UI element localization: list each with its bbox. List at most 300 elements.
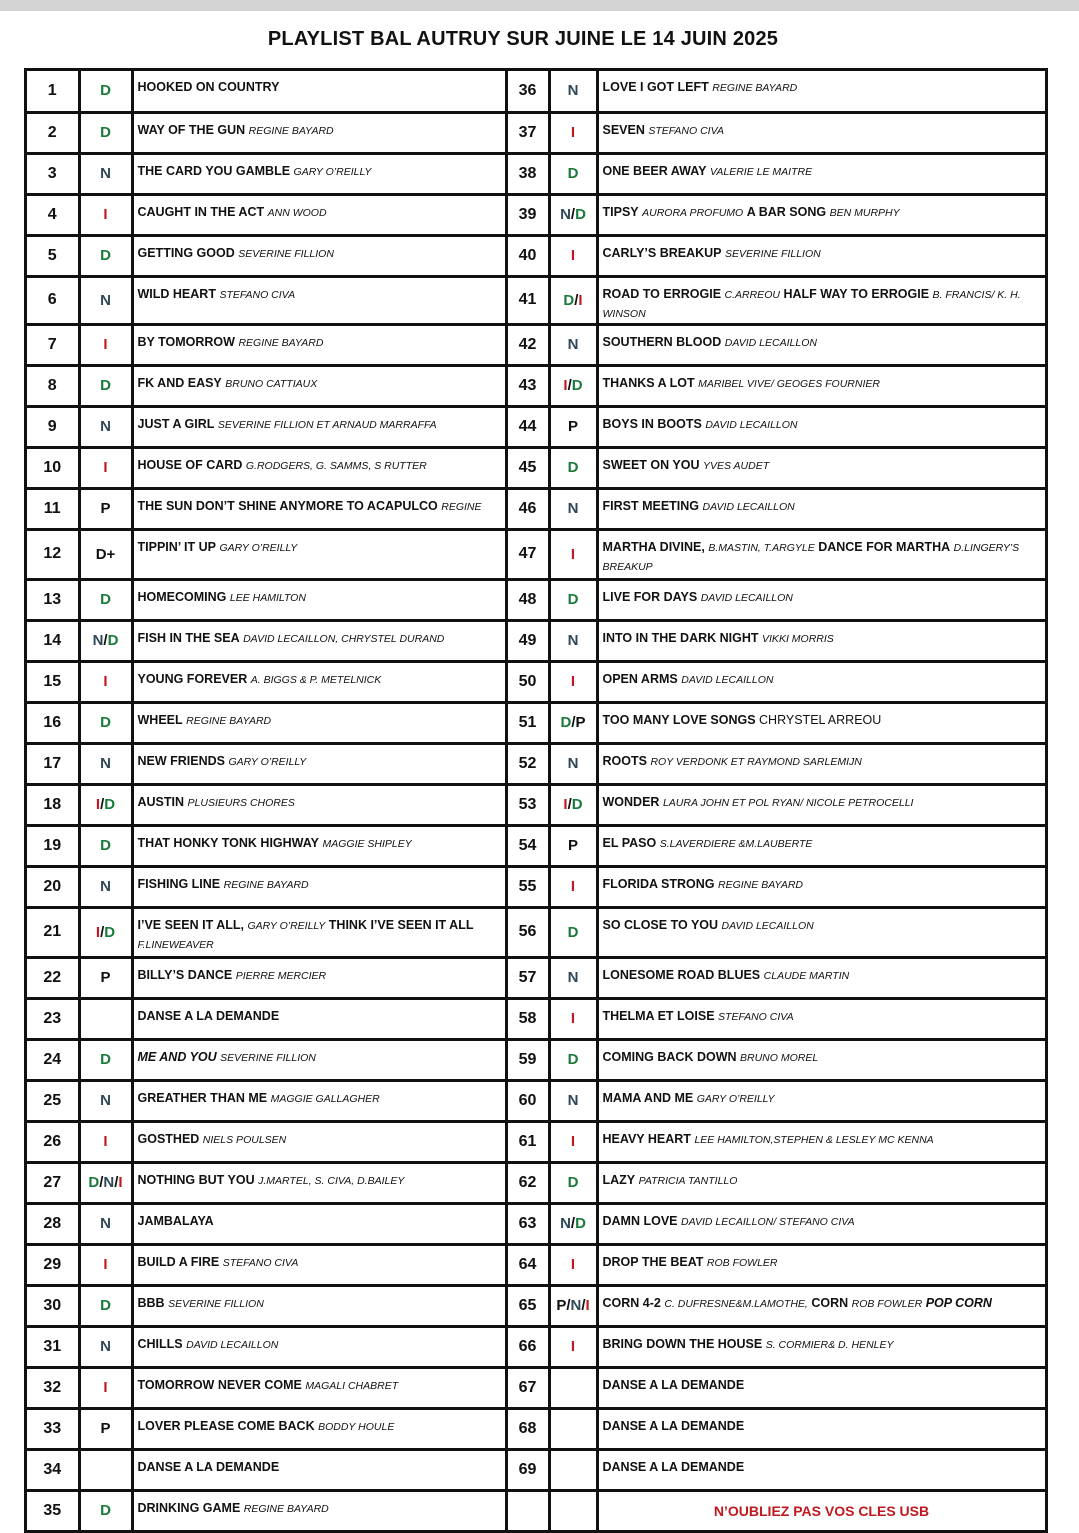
- song-cell: [132, 661, 506, 702]
- level-badge: [79, 1449, 132, 1490]
- song-author: DAVID LECAILLON: [705, 418, 798, 431]
- song-cell: [597, 112, 1046, 153]
- song-title: GREATHER THAN ME: [137, 1090, 268, 1105]
- song-cell: [132, 1244, 506, 1285]
- song-title: THAT HONKY TONK HIGHWAY: [137, 835, 319, 850]
- level-badge: N: [549, 488, 597, 529]
- level-badge: N/D: [79, 620, 132, 661]
- row-number: 5: [27, 235, 79, 276]
- song-author: DAVID LECAILLON, CHRYSTEL DURAND: [243, 632, 445, 645]
- song-author: GARY O’REILLY: [219, 541, 298, 554]
- table-row: [27, 998, 1046, 1039]
- song-cell: [132, 1080, 506, 1121]
- row-number: 41: [506, 276, 549, 324]
- table-row: [27, 324, 1046, 365]
- song-author: BRUNO MOREL: [740, 1051, 819, 1064]
- song-cell: [132, 866, 506, 907]
- level-badge: D: [79, 235, 132, 276]
- song-author: BRUNO CATTIAUX: [225, 377, 318, 390]
- level-badge: D: [79, 825, 132, 866]
- song-author: YVES AUDET: [703, 459, 770, 472]
- song-cell: [132, 194, 506, 235]
- table-row: [27, 1285, 1046, 1326]
- song-cell: [597, 620, 1046, 661]
- song-title: GETTING GOOD: [137, 245, 235, 260]
- song-title: THE CARD YOU GAMBLE: [137, 163, 291, 178]
- song-cell: [597, 1080, 1046, 1121]
- song-author: J.MARTEL, S. CIVA, D.BAILEY: [258, 1174, 405, 1187]
- table-row: [27, 907, 1046, 957]
- level-badge: P: [79, 957, 132, 998]
- song-cell: [132, 957, 506, 998]
- song-author: REGINE BAYARD: [238, 336, 324, 349]
- song-cell: [132, 447, 506, 488]
- top-bar: [0, 0, 1079, 11]
- table-row: [27, 276, 1046, 324]
- level-badge: N: [79, 1203, 132, 1244]
- song-author: GARY O’REILLY: [228, 755, 307, 768]
- song-title: ROOTS: [602, 753, 647, 768]
- song-title: FISHING LINE: [137, 876, 221, 891]
- song-title: DANSE A LA DEMANDE: [602, 1377, 745, 1392]
- song-title: BILLY’S DANCE: [137, 967, 233, 982]
- song-author: CLAUDE MARTIN: [763, 969, 850, 982]
- song-cell: [132, 998, 506, 1039]
- song-author: DAVID LECAILLON: [721, 919, 814, 932]
- song-cell: [132, 825, 506, 866]
- level-badge: I: [79, 1121, 132, 1162]
- song-cell: [132, 1203, 506, 1244]
- song-title: DANSE A LA DEMANDE: [602, 1459, 745, 1474]
- level-badge: N: [79, 1326, 132, 1367]
- song-title: ME AND YOU: [137, 1049, 217, 1064]
- table-row: [27, 71, 1046, 112]
- table-row: [27, 579, 1046, 620]
- song-author: SEVERINE FILLION: [220, 1051, 316, 1064]
- song-author: STEFANO CIVA: [219, 288, 296, 301]
- playlist-table: [24, 68, 1048, 1533]
- song-author: MAGGIE GALLAGHER: [270, 1092, 380, 1105]
- song-title: DAMN LOVE: [602, 1213, 678, 1228]
- row-number: 1: [27, 71, 79, 112]
- row-number: 9: [27, 406, 79, 447]
- song-title: WHEEL: [137, 712, 183, 727]
- table-row: [27, 1326, 1046, 1367]
- song-author: G.RODGERS, G. SAMMS, S RUTTER: [245, 459, 427, 472]
- level-badge: I: [549, 1326, 597, 1367]
- song-cell: [132, 1408, 506, 1449]
- level-badge: N: [549, 620, 597, 661]
- row-number: 38: [506, 153, 549, 194]
- level-badge: N: [549, 1080, 597, 1121]
- row-number: 54: [506, 825, 549, 866]
- level-badge: D: [79, 365, 132, 406]
- song-author: LEE HAMILTON,STEPHEN & LESLEY MC KENNA: [694, 1133, 934, 1146]
- song-title: ROAD TO ERROGIE: [602, 286, 722, 301]
- row-number: 15: [27, 661, 79, 702]
- table-row: [27, 235, 1046, 276]
- song-title-2: A BAR SONG: [746, 204, 827, 219]
- level-badge: N: [549, 743, 597, 784]
- song-author: S.LAVERDIERE &M.LAUBERTE: [659, 837, 813, 850]
- level-badge: I: [549, 661, 597, 702]
- song-author: SEVERINE FILLION ET ARNAUD MARRAFFA: [217, 418, 437, 431]
- row-number: 7: [27, 324, 79, 365]
- song-cell: [132, 579, 506, 620]
- song-title: THELMA ET LOISE: [602, 1008, 715, 1023]
- table-row: [27, 620, 1046, 661]
- level-badge: N: [79, 406, 132, 447]
- level-badge: N: [549, 957, 597, 998]
- row-number: 31: [27, 1326, 79, 1367]
- row-number: 47: [506, 529, 549, 579]
- song-title: TOO MANY LOVE SONGS: [602, 712, 756, 727]
- song-title: SO CLOSE TO YOU: [602, 917, 719, 932]
- song-author: NIELS POULSEN: [202, 1133, 287, 1146]
- level-badge: [549, 1449, 597, 1490]
- song-title: BOYS IN BOOTS: [602, 416, 702, 431]
- row-number: 69: [506, 1449, 549, 1490]
- song-cell: [597, 365, 1046, 406]
- row-number: 52: [506, 743, 549, 784]
- song-author: VIKKI MORRIS: [762, 632, 834, 645]
- song-author: ANN WOOD: [267, 206, 327, 219]
- song-author: STEFANO CIVA: [718, 1010, 794, 1023]
- song-title: CORN 4-2: [602, 1295, 661, 1310]
- row-number: 57: [506, 957, 549, 998]
- song-title-2: DANCE FOR MARTHA: [818, 539, 951, 554]
- song-title: WAY OF THE GUN: [137, 122, 246, 137]
- footer-note: N’OUBLIEZ PAS VOS CLES USB: [597, 1490, 1046, 1531]
- table-row: [27, 1244, 1046, 1285]
- song-author: AURORA PROFUMO: [642, 206, 744, 219]
- song-author-2: F.LINEWEAVER: [137, 938, 214, 951]
- song-cell: [597, 447, 1046, 488]
- song-author: MAGALI CHABRET: [305, 1379, 399, 1392]
- row-number: 35: [27, 1490, 79, 1531]
- level-badge: I: [549, 112, 597, 153]
- song-title: HEAVY HEART: [602, 1131, 691, 1146]
- song-title: TIPPIN’ IT UP: [137, 539, 216, 554]
- song-cell: [597, 784, 1046, 825]
- row-number: 27: [27, 1162, 79, 1203]
- table-row: [27, 1449, 1046, 1490]
- song-cell: [132, 702, 506, 743]
- song-title: I’VE SEEN IT ALL,: [137, 917, 244, 932]
- song-title: CARLY’S BREAKUP: [602, 245, 722, 260]
- song-cell: [132, 235, 506, 276]
- song-title: ONE BEER AWAY: [602, 163, 707, 178]
- song-cell: [132, 784, 506, 825]
- level-badge: D: [79, 1490, 132, 1531]
- song-cell: [597, 998, 1046, 1039]
- song-cell: [132, 620, 506, 661]
- level-badge: D: [79, 1039, 132, 1080]
- level-badge: I: [549, 998, 597, 1039]
- song-title: DANSE A LA DEMANDE: [602, 1418, 745, 1433]
- song-cell: [597, 529, 1046, 579]
- level-badge: D: [549, 447, 597, 488]
- song-title: DANSE A LA DEMANDE: [137, 1459, 280, 1474]
- song-title: SEVEN: [602, 122, 645, 137]
- row-number: 55: [506, 866, 549, 907]
- level-badge: I/D: [79, 907, 132, 957]
- song-author: ROY VERDONK ET RAYMOND SARLEMIJN: [650, 755, 862, 768]
- song-author: LEE HAMILTON: [229, 591, 306, 604]
- table-row: [27, 957, 1046, 998]
- song-author-2: ROB FOWLER: [851, 1297, 923, 1310]
- level-badge: I: [79, 661, 132, 702]
- level-badge: I: [549, 529, 597, 579]
- song-title: INTO IN THE DARK NIGHT: [602, 630, 759, 645]
- song-author: REGINE BAYARD: [243, 1502, 329, 1515]
- level-badge: N: [79, 276, 132, 324]
- song-title: AUSTIN: [137, 794, 185, 809]
- song-author: DAVID LECAILLON: [724, 336, 817, 349]
- table-row: [27, 784, 1046, 825]
- row-number: 43: [506, 365, 549, 406]
- song-cell: [132, 1490, 506, 1531]
- song-title: DROP THE BEAT: [602, 1254, 704, 1269]
- song-cell: [597, 488, 1046, 529]
- level-badge: P/N/I: [549, 1285, 597, 1326]
- row-number: 64: [506, 1244, 549, 1285]
- song-title: COMING BACK DOWN: [602, 1049, 737, 1064]
- row-number: 68: [506, 1408, 549, 1449]
- song-title: NOTHING BUT YOU: [137, 1172, 255, 1187]
- song-author: SEVERINE FILLION: [725, 247, 821, 260]
- table-row: [27, 1408, 1046, 1449]
- song-author: PIERRE MERCIER: [235, 969, 327, 982]
- level-badge: I: [549, 235, 597, 276]
- song-cell: [597, 579, 1046, 620]
- row-number: 44: [506, 406, 549, 447]
- song-title: LOVE I GOT LEFT: [602, 80, 709, 94]
- song-title: HOUSE OF CARD: [137, 457, 243, 472]
- song-author: C.ARREOU: [724, 288, 780, 301]
- row-number: 4: [27, 194, 79, 235]
- song-title-2: HALF WAY TO ERROGIE: [783, 286, 930, 301]
- row-number: 2: [27, 112, 79, 153]
- row-number: 45: [506, 447, 549, 488]
- row-number: 23: [27, 998, 79, 1039]
- song-author: REGINE BAYARD: [186, 714, 272, 727]
- song-title: CHILLS: [137, 1336, 183, 1351]
- table-row: [27, 1080, 1046, 1121]
- row-number: 18: [27, 784, 79, 825]
- table-row: [27, 406, 1046, 447]
- level-badge: P: [79, 488, 132, 529]
- row-number: 36: [506, 71, 549, 112]
- song-author: BODDY HOULE: [318, 1420, 395, 1433]
- song-cell: [597, 702, 1046, 743]
- row-number: 51: [506, 702, 549, 743]
- row-number: 66: [506, 1326, 549, 1367]
- table-row: [27, 1490, 1046, 1531]
- song-title: TOMORROW NEVER COME: [137, 1377, 302, 1392]
- song-cell: [597, 1367, 1046, 1408]
- song-author: REGINE: [441, 500, 482, 513]
- empty-cell: [549, 1490, 597, 1531]
- level-badge: D: [549, 579, 597, 620]
- song-title: OPEN ARMS: [602, 671, 678, 686]
- row-number: 20: [27, 866, 79, 907]
- level-badge: N: [549, 71, 597, 112]
- song-cell: [597, 743, 1046, 784]
- song-title: EL PASO: [602, 835, 657, 850]
- row-number: 21: [27, 907, 79, 957]
- level-badge: I/D: [549, 365, 597, 406]
- row-number: 49: [506, 620, 549, 661]
- song-cell: [597, 825, 1046, 866]
- level-badge: I: [549, 1244, 597, 1285]
- row-number: 16: [27, 702, 79, 743]
- song-title: SOUTHERN BLOOD: [602, 334, 722, 349]
- level-badge: D: [79, 71, 132, 112]
- song-cell: [597, 235, 1046, 276]
- song-title: JAMBALAYA: [137, 1213, 214, 1228]
- table-row: [27, 743, 1046, 784]
- table-row: [27, 365, 1046, 406]
- row-number: 67: [506, 1367, 549, 1408]
- song-title-3: POP CORN: [925, 1295, 992, 1310]
- row-number: 63: [506, 1203, 549, 1244]
- table-row: [27, 702, 1046, 743]
- level-badge: I: [79, 1244, 132, 1285]
- song-cell: [132, 907, 506, 957]
- level-badge: [549, 1367, 597, 1408]
- table-row: [27, 661, 1046, 702]
- song-author-2: D.LINGERY’S BREAKUP: [602, 541, 1020, 573]
- row-number: 29: [27, 1244, 79, 1285]
- level-badge: D: [549, 1162, 597, 1203]
- row-number: 30: [27, 1285, 79, 1326]
- song-author: ROB FOWLER: [706, 1256, 778, 1269]
- song-cell: [132, 1039, 506, 1080]
- level-badge: D: [79, 112, 132, 153]
- song-cell: [597, 1449, 1046, 1490]
- level-badge: I: [549, 1121, 597, 1162]
- song-cell: [597, 866, 1046, 907]
- table-row: [27, 1162, 1046, 1203]
- song-cell: [597, 1203, 1046, 1244]
- table-row: [27, 1203, 1046, 1244]
- level-badge: N/D: [549, 1203, 597, 1244]
- song-author: DAVID LECAILLON: [702, 500, 795, 513]
- level-badge: [79, 998, 132, 1039]
- song-title: FIRST MEETING: [602, 498, 700, 513]
- song-cell: [597, 661, 1046, 702]
- song-author: STEFANO CIVA: [648, 124, 725, 137]
- song-author: MARIBEL VIVE/ GEOGES FOURNIER: [698, 377, 880, 390]
- row-number: 58: [506, 998, 549, 1039]
- level-badge: D+: [79, 529, 132, 579]
- song-cell: [597, 276, 1046, 324]
- song-cell: [597, 1162, 1046, 1203]
- song-cell: [597, 71, 1046, 112]
- page-title: PLAYLIST BAL AUTRUY SUR JUINE LE 14 JUIN 2025: [267, 28, 779, 50]
- level-badge: D/N/I: [79, 1162, 132, 1203]
- song-author: REGINE BAYARD: [223, 878, 309, 891]
- song-cell: [597, 1121, 1046, 1162]
- song-title: DRINKING GAME: [137, 1500, 241, 1515]
- level-badge: D/P: [549, 702, 597, 743]
- song-title: MAMA AND ME: [602, 1090, 694, 1105]
- row-number: 22: [27, 957, 79, 998]
- row-number: 50: [506, 661, 549, 702]
- song-author: PLUSIEURS CHORES: [187, 796, 295, 809]
- song-cell: [132, 71, 506, 112]
- song-author: VALERIE LE MAITRE: [709, 165, 813, 178]
- row-number: 19: [27, 825, 79, 866]
- table-row: [27, 194, 1046, 235]
- level-badge: I: [79, 324, 132, 365]
- row-number: 37: [506, 112, 549, 153]
- song-title: FK AND EASY: [137, 375, 222, 390]
- song-author-2: BEN MURPHY: [829, 206, 900, 219]
- song-author: LAURA JOHN ET POL RYAN/ NICOLE PETROCELLI: [662, 796, 914, 809]
- level-badge: I: [549, 866, 597, 907]
- song-title: LAZY: [602, 1172, 636, 1187]
- row-number: 34: [27, 1449, 79, 1490]
- song-title-2: THINK I’VE SEEN IT ALL: [328, 917, 474, 932]
- row-number: 62: [506, 1162, 549, 1203]
- table-row: [27, 1121, 1046, 1162]
- table-row: [27, 866, 1046, 907]
- song-cell: [132, 1162, 506, 1203]
- level-badge: D/I: [549, 276, 597, 324]
- song-title: SWEET ON YOU: [602, 457, 700, 472]
- level-badge: N: [79, 743, 132, 784]
- row-number: 28: [27, 1203, 79, 1244]
- row-number: 39: [506, 194, 549, 235]
- song-author: DAVID LECAILLON/ STEFANO CIVA: [680, 1215, 855, 1228]
- song-cell: [132, 1285, 506, 1326]
- song-author: SEVERINE FILLION: [238, 247, 334, 260]
- song-title: THE SUN DON’T SHINE ANYMORE TO ACAPULCO: [137, 498, 438, 513]
- table-row: [27, 447, 1046, 488]
- song-cell: [132, 112, 506, 153]
- level-badge: I: [79, 447, 132, 488]
- song-cell: [597, 907, 1046, 957]
- song-title-2: CORN: [811, 1295, 849, 1310]
- song-cell: [132, 276, 506, 324]
- song-author: B.MASTIN, T.ARGYLE: [708, 541, 815, 554]
- table-row: [27, 825, 1046, 866]
- row-number: 14: [27, 620, 79, 661]
- song-cell: [132, 324, 506, 365]
- level-badge: N/D: [549, 194, 597, 235]
- song-author: REGINE BAYARD: [248, 124, 334, 137]
- level-badge: I: [79, 1367, 132, 1408]
- song-author: GARY O’REILLY: [247, 919, 326, 932]
- level-badge: D: [79, 702, 132, 743]
- song-author: DAVID LECAILLON: [186, 1338, 279, 1351]
- level-badge: I: [79, 194, 132, 235]
- song-title: JUST A GIRL: [137, 416, 215, 431]
- row-number: 60: [506, 1080, 549, 1121]
- level-badge: P: [79, 1408, 132, 1449]
- table-row: [27, 112, 1046, 153]
- row-number: 10: [27, 447, 79, 488]
- row-number: 32: [27, 1367, 79, 1408]
- row-number: 25: [27, 1080, 79, 1121]
- row-number: 59: [506, 1039, 549, 1080]
- song-author: C. DUFRESNE&M.LAMOTHE,: [664, 1297, 808, 1310]
- song-title: MARTHA DIVINE,: [602, 539, 705, 554]
- song-title: BRING DOWN THE HOUSE: [602, 1336, 763, 1351]
- song-cell: [132, 743, 506, 784]
